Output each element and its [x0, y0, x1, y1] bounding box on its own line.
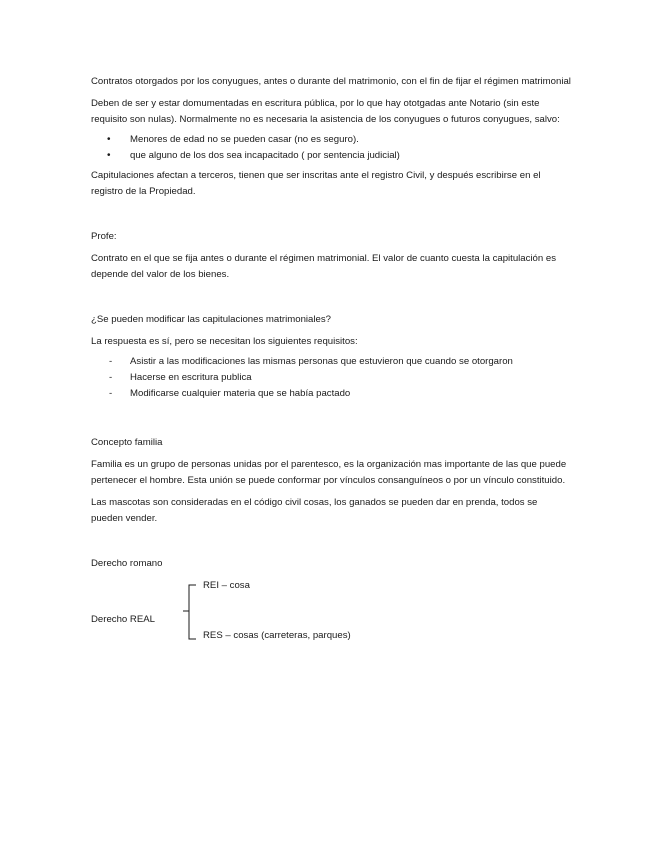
intro-paragraph: Contratos otorgados por los conyugues, antes o durante del matrimonio, con el fin de fijar el régimen matrimonial [91, 76, 571, 87]
dash-icon: - [109, 388, 113, 399]
dash-icon: - [109, 372, 113, 383]
profe-heading: Profe: [91, 231, 117, 242]
profe-paragraph: Contrato en el que se fija antes o durante el régimen matrimonial. El valor de cuanto cuesta la capitulación es depende del valor de los bienes. [91, 253, 557, 280]
list-item-text: Menores de edad no se pueden casar (no es seguro). [130, 134, 359, 145]
list-item-text: que alguno de los dos sea incapacitado ( por sentencia judicial) [130, 150, 400, 161]
derecho-real-diagram [91, 578, 571, 658]
derecho-romano-heading: Derecho romano [91, 558, 163, 569]
list-item [91, 132, 571, 148]
mascotas-paragraph: Las mascotas son consideradas en el código civil cosas, los ganados se pueden dar en prenda, todos se pueden vender. [91, 497, 538, 524]
res-label: RES – cosas (carreteras, parques) [203, 630, 351, 641]
question-heading: ¿Se pueden modificar las capitulaciones matrimoniales? [91, 314, 331, 325]
familia-paragraph: Familia es un grupo de personas unidas por el parentesco, es la organización mas importante de las que puede pertenecer el hombre. Esta unión se puede conformar por vínculos consanguíneos o por un vínculo constituido. [91, 459, 567, 486]
brace-icon [183, 584, 197, 640]
rei-label: REI – cosa [203, 580, 250, 591]
capitulaciones-paragraph: Capitulaciones afectan a terceros, tienen que ser inscritas ante el registro Civil, y después escribirse en el registro de la Propiedad. [91, 170, 541, 197]
derecho-real-label: Derecho REAL [91, 614, 155, 625]
respuesta-paragraph: La respuesta es sí, pero se necesitan los siguientes requisitos: [91, 336, 358, 347]
list-item [91, 386, 571, 402]
document-page [91, 74, 571, 658]
bullet-icon: • [107, 134, 111, 145]
dash-icon: - [109, 356, 113, 367]
list-item-text: Asistir a las modificaciones las mismas personas que estuvieron que cuando se otorgaron [130, 356, 513, 367]
list-item [91, 370, 571, 386]
bullet-icon: • [107, 150, 111, 161]
list-item-text: Modificarse cualquier materia que se había pactado [130, 388, 351, 399]
list-item [91, 354, 571, 370]
list-item [91, 148, 571, 164]
requisitos-list [91, 354, 571, 402]
list-item-text: Hacerse en escritura publica [130, 372, 252, 383]
escritura-paragraph: Deben de ser y estar domumentadas en escritura pública, por lo que hay ototgadas ante Notario (sin este requisito son nulas). Normalmente no es necesaria la asistencia de los conyugues o futuros conyugues, salvo: [91, 98, 560, 125]
salvo-list [91, 132, 571, 164]
concepto-heading: Concepto familia [91, 437, 163, 448]
